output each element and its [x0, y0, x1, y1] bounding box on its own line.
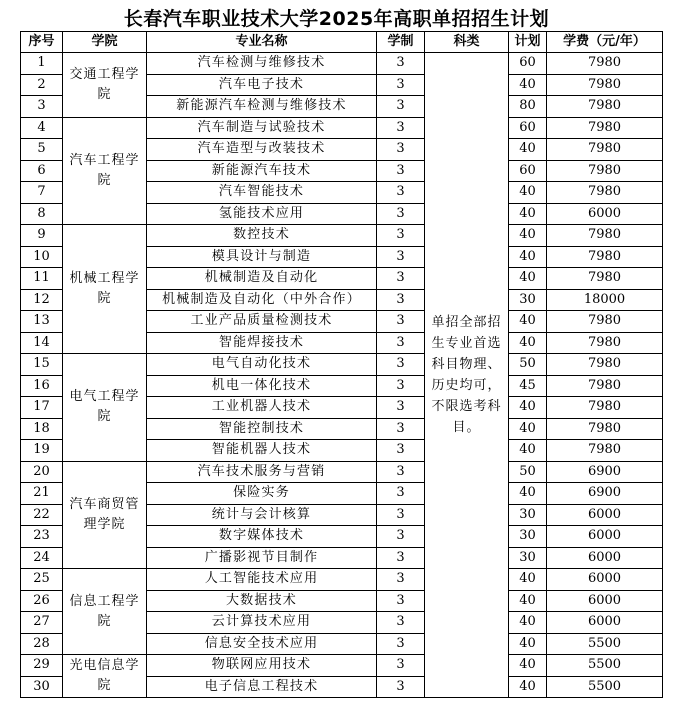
cell-major: 氢能技术应用: [147, 203, 377, 225]
cell-fee: 7980: [547, 354, 663, 376]
cell-major: 模具设计与制造: [147, 246, 377, 268]
cell-plan: 40: [509, 612, 547, 634]
table-row: [21, 225, 663, 247]
cell-fee: 7980: [547, 139, 663, 161]
cell-fee: 7980: [547, 418, 663, 440]
cell-plan: 30: [509, 547, 547, 569]
cell-fee: 5500: [547, 655, 663, 677]
cell-duration: 3: [377, 225, 425, 247]
cell-plan: 40: [509, 397, 547, 419]
cell-fee: 7980: [547, 160, 663, 182]
cell-index: 3: [21, 96, 63, 118]
cell-fee: 6000: [547, 547, 663, 569]
cell-duration: 3: [377, 311, 425, 333]
cell-duration: 3: [377, 96, 425, 118]
cell-fee: 7980: [547, 117, 663, 139]
cell-fee: 6900: [547, 461, 663, 483]
cell-major: 信息安全技术应用: [147, 633, 377, 655]
cell-duration: 3: [377, 483, 425, 505]
cell-fee: 18000: [547, 289, 663, 311]
cell-plan: 40: [509, 633, 547, 655]
table-header-row: [21, 32, 663, 53]
cell-plan: 40: [509, 246, 547, 268]
cell-duration: 3: [377, 246, 425, 268]
cell-fee: 7980: [547, 311, 663, 333]
cell-fee: 7980: [547, 246, 663, 268]
cell-major: 汽车技术服务与营销: [147, 461, 377, 483]
cell-duration: 3: [377, 590, 425, 612]
header-duration: 学制: [377, 32, 425, 53]
cell-major: 智能控制技术: [147, 418, 377, 440]
cell-major: 机电一体化技术: [147, 375, 377, 397]
cell-index: 18: [21, 418, 63, 440]
cell-index: 23: [21, 526, 63, 548]
cell-plan: 80: [509, 96, 547, 118]
cell-fee: 6000: [547, 612, 663, 634]
cell-duration: 3: [377, 461, 425, 483]
cell-duration: 3: [377, 504, 425, 526]
cell-index: 10: [21, 246, 63, 268]
cell-index: 21: [21, 483, 63, 505]
cell-college: 交通工程学院: [63, 53, 147, 118]
cell-fee: 7980: [547, 440, 663, 462]
cell-major: 大数据技术: [147, 590, 377, 612]
cell-major: 新能源汽车检测与维修技术: [147, 96, 377, 118]
cell-duration: 3: [377, 375, 425, 397]
cell-plan: 60: [509, 53, 547, 75]
cell-index: 11: [21, 268, 63, 290]
cell-duration: 3: [377, 569, 425, 591]
cell-index: 14: [21, 332, 63, 354]
cell-index: 1: [21, 53, 63, 75]
cell-major: 云计算技术应用: [147, 612, 377, 634]
cell-plan: 40: [509, 418, 547, 440]
cell-plan: 30: [509, 289, 547, 311]
cell-duration: 3: [377, 547, 425, 569]
cell-duration: 3: [377, 117, 425, 139]
cell-college: 机械工程学院: [63, 225, 147, 354]
cell-plan: 40: [509, 74, 547, 96]
cell-index: 5: [21, 139, 63, 161]
cell-index: 15: [21, 354, 63, 376]
cell-major: 汽车智能技术: [147, 182, 377, 204]
cell-plan: 45: [509, 375, 547, 397]
cell-index: 20: [21, 461, 63, 483]
cell-fee: 7980: [547, 53, 663, 75]
cell-major: 汽车造型与改装技术: [147, 139, 377, 161]
cell-duration: 3: [377, 655, 425, 677]
cell-fee: 5500: [547, 633, 663, 655]
cell-duration: 3: [377, 139, 425, 161]
cell-duration: 3: [377, 633, 425, 655]
cell-index: 30: [21, 676, 63, 698]
cell-major: 数控技术: [147, 225, 377, 247]
cell-major: 新能源汽车技术: [147, 160, 377, 182]
table-row: [21, 354, 663, 376]
cell-plan: 50: [509, 461, 547, 483]
cell-major: 工业机器人技术: [147, 397, 377, 419]
cell-plan: 40: [509, 139, 547, 161]
cell-plan: 60: [509, 117, 547, 139]
cell-plan: 40: [509, 655, 547, 677]
cell-plan: 40: [509, 569, 547, 591]
header-fee: 学费（元/年）: [547, 32, 663, 53]
cell-duration: 3: [377, 418, 425, 440]
cell-fee: 6000: [547, 569, 663, 591]
cell-index: 25: [21, 569, 63, 591]
cell-college: 汽车工程学院: [63, 117, 147, 225]
table-row: [21, 117, 663, 139]
cell-fee: 7980: [547, 225, 663, 247]
cell-plan: 40: [509, 676, 547, 698]
header-major: 专业名称: [147, 32, 377, 53]
cell-index: 4: [21, 117, 63, 139]
cell-index: 7: [21, 182, 63, 204]
cell-duration: 3: [377, 53, 425, 75]
cell-plan: 40: [509, 311, 547, 333]
cell-plan: 30: [509, 526, 547, 548]
cell-fee: 6000: [547, 203, 663, 225]
cell-fee: 6000: [547, 526, 663, 548]
cell-index: 29: [21, 655, 63, 677]
cell-fee: 7980: [547, 182, 663, 204]
cell-duration: 3: [377, 268, 425, 290]
cell-duration: 3: [377, 332, 425, 354]
cell-college: 信息工程学院: [63, 569, 147, 655]
cell-major: 汽车制造与试验技术: [147, 117, 377, 139]
cell-subject-note: [425, 53, 509, 698]
cell-index: 2: [21, 74, 63, 96]
cell-duration: 3: [377, 612, 425, 634]
cell-major: 广播影视节目制作: [147, 547, 377, 569]
cell-plan: 40: [509, 182, 547, 204]
cell-major: 智能机器人技术: [147, 440, 377, 462]
cell-major: 机械制造及自动化: [147, 268, 377, 290]
cell-index: 13: [21, 311, 63, 333]
table-row: [21, 655, 663, 677]
cell-duration: 3: [377, 160, 425, 182]
cell-major: 电气自动化技术: [147, 354, 377, 376]
cell-plan: 50: [509, 354, 547, 376]
cell-index: 17: [21, 397, 63, 419]
cell-index: 19: [21, 440, 63, 462]
cell-duration: 3: [377, 289, 425, 311]
cell-major: 保险实务: [147, 483, 377, 505]
cell-fee: 5500: [547, 676, 663, 698]
cell-index: 24: [21, 547, 63, 569]
cell-index: 27: [21, 612, 63, 634]
cell-plan: 40: [509, 483, 547, 505]
cell-fee: 6900: [547, 483, 663, 505]
table-row: [21, 461, 663, 483]
header-college: 学院: [63, 32, 147, 53]
cell-index: 6: [21, 160, 63, 182]
subject-note-text: 单招全部招生专业首选科目物理、历史均可，不限选考科目。: [431, 315, 502, 435]
cell-fee: 7980: [547, 332, 663, 354]
cell-index: 26: [21, 590, 63, 612]
cell-fee: 7980: [547, 74, 663, 96]
cell-plan: 40: [509, 332, 547, 354]
cell-index: 28: [21, 633, 63, 655]
cell-index: 22: [21, 504, 63, 526]
cell-duration: 3: [377, 526, 425, 548]
enrollment-plan-table: [20, 31, 663, 698]
cell-major: 汽车检测与维修技术: [147, 53, 377, 75]
cell-major: 统计与会计核算: [147, 504, 377, 526]
cell-major: 机械制造及自动化（中外合作）: [147, 289, 377, 311]
cell-plan: 40: [509, 203, 547, 225]
cell-duration: 3: [377, 182, 425, 204]
cell-plan: 40: [509, 590, 547, 612]
cell-fee: 7980: [547, 268, 663, 290]
header-index: 序号: [21, 32, 63, 53]
header-plan: 计划: [509, 32, 547, 53]
cell-plan: 30: [509, 504, 547, 526]
cell-major: 电子信息工程技术: [147, 676, 377, 698]
cell-index: 16: [21, 375, 63, 397]
cell-college: 汽车商贸管理学院: [63, 461, 147, 569]
cell-index: 9: [21, 225, 63, 247]
cell-major: 数字媒体技术: [147, 526, 377, 548]
cell-fee: 7980: [547, 397, 663, 419]
cell-college: 光电信息学院: [63, 655, 147, 698]
cell-plan: 40: [509, 225, 547, 247]
cell-duration: 3: [377, 203, 425, 225]
cell-fee: 6000: [547, 590, 663, 612]
cell-major: 汽车电子技术: [147, 74, 377, 96]
cell-plan: 40: [509, 268, 547, 290]
table-body: [21, 53, 663, 698]
cell-college: 电气工程学院: [63, 354, 147, 462]
cell-duration: 3: [377, 440, 425, 462]
cell-fee: 7980: [547, 375, 663, 397]
cell-index: 12: [21, 289, 63, 311]
cell-plan: 60: [509, 160, 547, 182]
cell-fee: 6000: [547, 504, 663, 526]
page-title: 长春汽车职业技术大学2025年高职单招招生计划: [123, 8, 550, 30]
cell-duration: 3: [377, 676, 425, 698]
cell-major: 智能焊接技术: [147, 332, 377, 354]
cell-duration: 3: [377, 354, 425, 376]
cell-major: 工业产品质量检测技术: [147, 311, 377, 333]
header-subject: 科类: [425, 32, 509, 53]
cell-duration: 3: [377, 74, 425, 96]
table-row: [21, 569, 663, 591]
table-row: [21, 53, 663, 75]
cell-major: 物联网应用技术: [147, 655, 377, 677]
cell-fee: 7980: [547, 96, 663, 118]
cell-index: 8: [21, 203, 63, 225]
cell-plan: 40: [509, 440, 547, 462]
cell-major: 人工智能技术应用: [147, 569, 377, 591]
cell-duration: 3: [377, 397, 425, 419]
